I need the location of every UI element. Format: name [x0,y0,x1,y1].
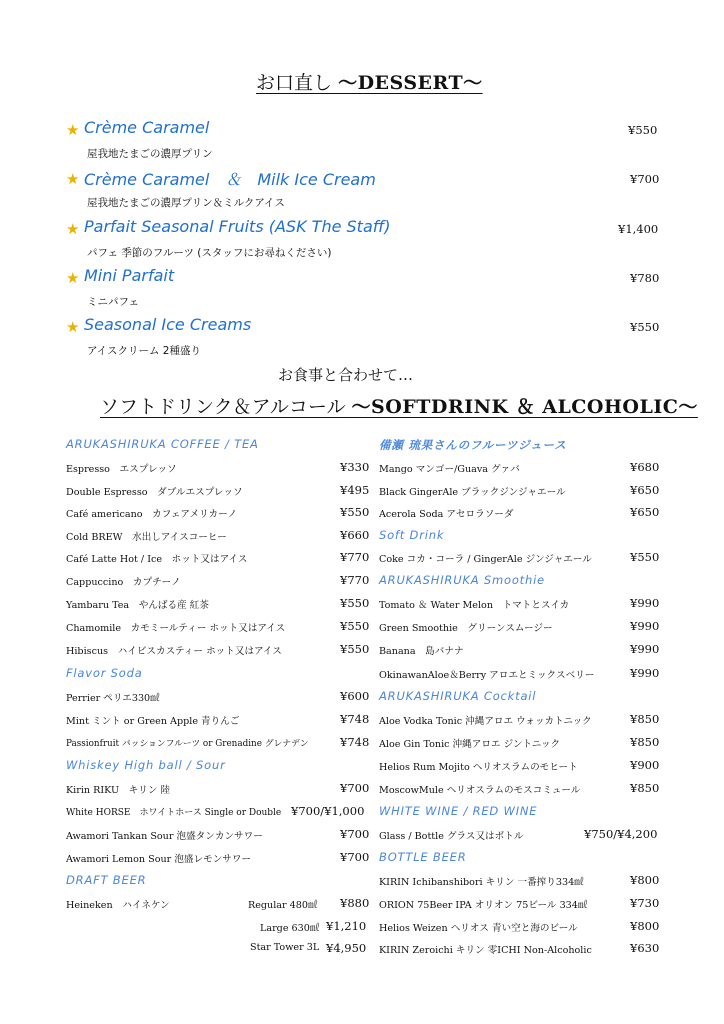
section-heading-whiskey: Whiskey High ball / Sour [66,758,226,772]
menu-item-price: ¥660 [340,528,370,542]
menu-item-name: Espresso エスプレッソ [66,464,177,475]
menu-item-price: ¥748 [340,712,370,726]
menu-item-name: Café americano カフェアメリカーノ [66,509,238,520]
section-heading-flavor: Flavor Soda [66,666,143,680]
draft-size: Large 630㎖ [260,923,320,934]
drink-title-jp: ソフトドリンク＆アルコール [100,396,346,418]
menu-item-price: ¥850 [630,712,660,726]
drink-title [100,392,698,419]
menu-item-price: ¥800 [630,873,660,887]
menu-item-name: Banana 島バナナ [379,646,464,657]
menu-item-name: Cappuccino カプチーノ [66,577,181,588]
menu-item-price: ¥750/¥4,200 [584,827,658,841]
section-heading-draft: DRAFT BEER [66,873,147,887]
menu-item-price: ¥900 [630,758,660,772]
menu-item-price: ¥650 [630,483,660,497]
dessert-price: ¥550 [628,123,658,137]
menu-item-name: Helios Weizen ヘリオス 青い空と海のビール [379,923,578,934]
menu-item-name: KIRIN Ichibanshibori キリン 一番搾り334㎖ [379,877,584,888]
menu-item-price: ¥550 [340,619,370,633]
menu-item-name: Glass / Bottle グラス又はボトル [379,831,524,842]
dessert-title-en: 〜DESSERT〜 [338,72,483,94]
menu-item-name: KIRIN Zeroichi キリン 零ICHI Non-Alcoholic [379,945,592,956]
menu-item-price: ¥550 [340,596,370,610]
section-heading-soft: Soft Drink [379,528,445,542]
dessert-jp: 屋我地たまごの濃厚プリン＆ミルクアイス [87,197,285,209]
menu-item-price: ¥650 [630,505,660,519]
menu-item-price: ¥600 [340,689,370,703]
menu-item-name: Black GingerAle ブラックジンジャエール [379,487,566,498]
menu-item-name: Green Smoothie グリーンスムージー [379,623,553,634]
menu-item-price: ¥330 [340,460,370,474]
menu-item-price: ¥1,210 [326,919,367,933]
section-heading-cocktail: ARUKASHIRUKA Cocktail [379,689,537,703]
menu-item-name: Awamori Lemon Sour 泡盛レモンサワー [66,854,252,865]
dessert-jp: パフェ 季節のフルーツ (スタッフにお尋ねください) [87,247,332,259]
dessert-jp: ミニパフェ [87,296,139,308]
star-icon: ★ [66,269,80,287]
draft-size: Star Tower 3L [250,942,320,953]
menu-item-name: Café Latte Hot / Ice ホット又はアイス [66,554,248,565]
menu-item-price: ¥770 [340,573,370,587]
dessert-name: Mini Parfait [84,266,175,285]
menu-item-name: Yambaru Tea やんばる産 紅茶 [66,600,209,611]
menu-item-price: ¥550 [340,505,370,519]
dessert-title [256,68,483,95]
menu-item-price: ¥850 [630,735,660,749]
menu-item-name: MoscowMule ヘリオスラムのモスコミュール [379,785,581,796]
section-heading-smoothie: ARUKASHIRUKA Smoothie [379,573,545,587]
menu-item-name: Passionfruit パッションフルーツ or Grenadine グレナデン [66,739,309,749]
dessert-price: ¥780 [630,271,660,285]
menu-item-price: ¥800 [630,919,660,933]
menu-item-price: ¥880 [340,896,370,910]
menu-item-price: ¥630 [630,941,660,955]
dessert-name: Seasonal Ice Creams [84,315,252,334]
menu-item-name: Cold BREW 水出しアイスコーヒー [66,532,227,543]
menu-item-price: ¥990 [630,642,660,656]
star-icon: ★ [66,121,80,139]
menu-item-price: ¥700 [340,850,370,864]
dessert-name: Crème Caramel [84,118,210,137]
menu-item-price: ¥730 [630,896,660,910]
menu-item-name: Mint ミント or Green Apple 青りんご [66,716,240,727]
subtitle: お食事と合わせて… [278,366,414,384]
star-icon: ★ [66,220,80,238]
menu-item-name: Hibiscus ハイビスカスティー ホット又はアイス [66,646,282,657]
menu-item-name: Double Espresso ダブルエスプレッソ [66,487,243,498]
menu-item-price: ¥990 [630,666,660,680]
dessert-jp: 屋我地たまごの濃厚プリン [87,148,213,160]
dessert-name: Crème Caramel ＆ Milk Ice Cream [84,170,376,189]
menu-item-name: Heineken ハイネケン [66,900,170,911]
dessert-title-jp: お口直し [256,72,333,94]
menu-item-name: Tomato ＆ Water Melon トマトとスイカ [379,600,570,611]
dessert-price: ¥700 [630,172,660,186]
menu-item-name: Aloe Gin Tonic 沖縄アロエ ジントニック [379,739,561,750]
menu-item-price: ¥550 [630,550,660,564]
menu-item-price: ¥680 [630,460,660,474]
menu-item-name: White HORSE ホワイトホース Single or Double [66,808,282,818]
drink-title-en: 〜SOFTDRINK ＆ ALCOHOLIC〜 [351,396,698,418]
menu-item-price: ¥4,950 [326,941,367,955]
menu-item-price: ¥550 [340,642,370,656]
menu-item-price: ¥770 [340,550,370,564]
menu-item-name: Mango マンゴー/Guava グァバ [379,464,520,475]
dessert-price: ¥1,400 [618,222,659,236]
menu-item-name: Kirin RIKU キリン 陸 [66,785,171,796]
menu-item-price: ¥990 [630,596,660,610]
menu-item-price: ¥748 [340,735,370,749]
section-heading-juice: 備瀬 琉果さんのフルーツジュース [379,438,567,452]
menu-item-name: Acerola Soda アセロラソーダ [379,509,514,520]
dessert-name: Parfait Seasonal Fruits (ASK The Staff) [84,217,391,236]
menu-item-name: Chamomile カモミールティー ホット又はアイス [66,623,286,634]
menu-item-name: Awamori Tankan Sour 泡盛タンカンサワー [66,831,263,842]
menu-item-name: Aloe Vodka Tonic 沖縄アロエ ウォッカトニック [379,716,592,727]
menu-item-price: ¥990 [630,619,660,633]
section-heading-wine: WHITE WINE / RED WINE [379,804,538,818]
menu-item-price: ¥700/¥1,000 [291,804,365,818]
dessert-jp: アイスクリーム 2種盛り [87,345,201,357]
menu-item-price: ¥700 [340,781,370,795]
menu-item-price: ¥700 [340,827,370,841]
menu-item-name: Perrier ペリエ330㎖ [66,693,160,704]
section-heading-bottle: BOTTLE BEER [379,850,467,864]
section-heading-coffee: ARUKASHIRUKA COFFEE / TEA [66,437,259,451]
menu-item-price: ¥495 [340,483,370,497]
menu-item-name: OkinawanAloe＆Berry アロエとミックスベリー [379,670,595,681]
dessert-price: ¥550 [630,320,660,334]
menu-item-name: Helios Rum Mojito ヘリオスラムのモヒート [379,762,578,773]
menu-item-name: ORION 75Beer IPA オリオン 75ビール 334㎖ [379,900,588,911]
menu-item-price: ¥850 [630,781,660,795]
draft-size: Regular 480㎖ [248,900,318,911]
star-icon: ★ [66,170,80,188]
menu-item-name: Coke コカ・コーラ / GingerAle ジンジャエール [379,554,592,565]
star-icon: ★ [66,318,80,336]
